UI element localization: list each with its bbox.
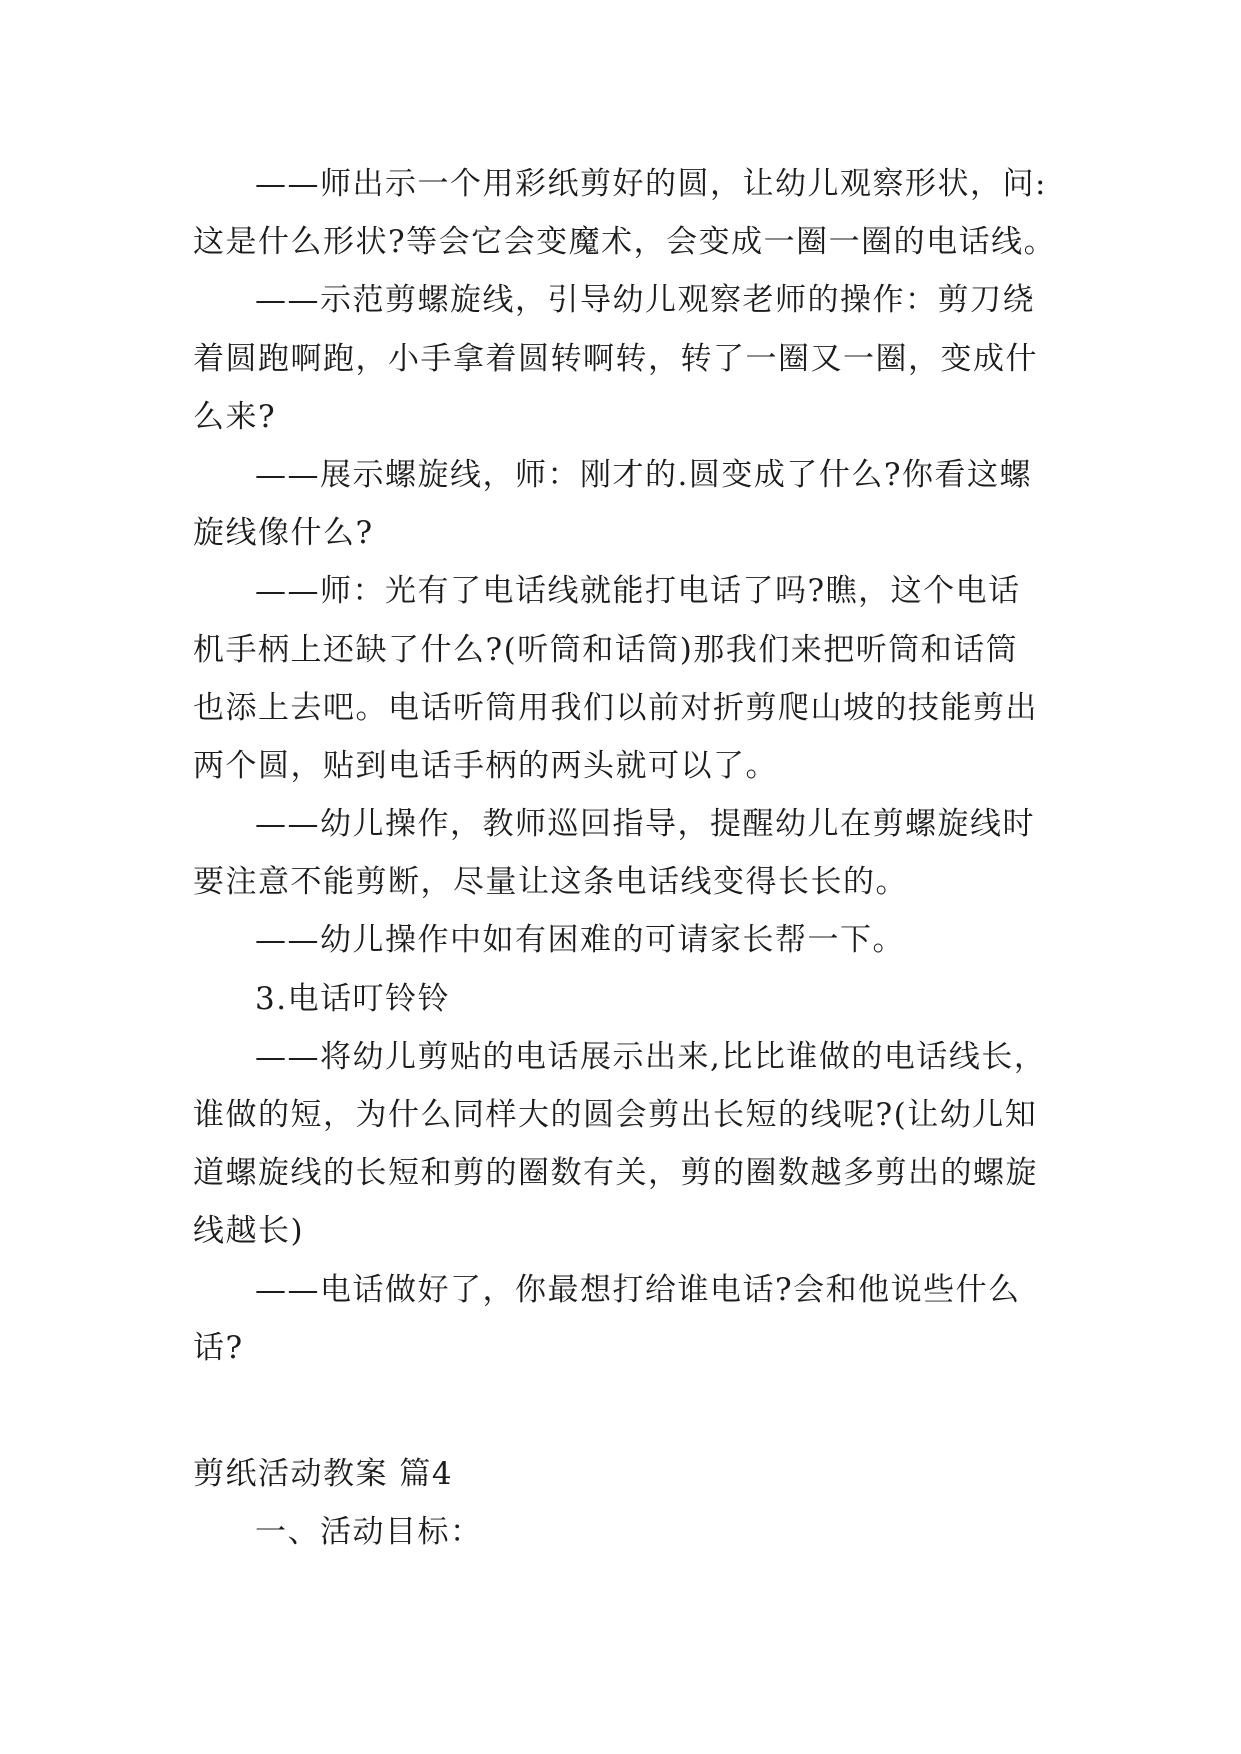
paragraph-line: 话? <box>193 1329 244 1366</box>
paragraph-line: 线越长) <box>193 1213 305 1250</box>
paragraph-line: ——展示螺旋线，师：刚才的.圆变成了什么?你看这螺 <box>255 456 1032 493</box>
paragraph-line: ——将幼儿剪贴的电话展示出来,比比谁做的电话线长， <box>255 1038 1047 1075</box>
paragraph-line: ——师出示一个用彩纸剪好的圆，让幼儿观察形状，问: <box>255 166 1047 202</box>
paragraph-line: ——师：光有了电话线就能打电话了吗?瞧，这个电话 <box>255 573 1021 610</box>
paragraph-line: 这是什么形状?等会它会变魔术，会变成一圈一圈的电话线。 <box>193 224 1057 261</box>
paragraph-line: ——幼儿操作，教师巡回指导，提醒幼儿在剪螺旋线时 <box>255 806 1035 843</box>
paragraph-line: ——幼儿操作中如有困难的可请家长帮一下。 <box>255 922 905 959</box>
step-heading: 3.电话叮铃铃 <box>255 980 451 1017</box>
document-body <box>193 155 1057 1561</box>
paragraph-line: 旋线像什么? <box>193 515 374 552</box>
paragraph-line: 要注意不能剪断，尽量让这条电话线变得长长的。 <box>193 864 908 901</box>
paragraph-line: 机手柄上还缺了什么?(听筒和话筒)那我们来把听筒和话筒 <box>193 631 1019 668</box>
paragraph-line: 两个圆，贴到电话手柄的两头就可以了。 <box>193 747 778 784</box>
paragraph-line: 也添上去吧。电话听筒用我们以前对折剪爬山坡的技能剪出 <box>193 689 1038 726</box>
paragraph-line: 么来? <box>193 398 277 435</box>
section-title: 剪纸活动教案 篇4 <box>193 1455 454 1492</box>
paragraph-line: ——电话做好了，你最想打给谁电话?会和他说些什么 <box>255 1271 1021 1308</box>
section-subheading: 一、活动目标： <box>255 1514 483 1551</box>
paragraph-line: 谁做的短，为什么同样大的圆会剪出长短的线呢?(让幼儿知 <box>193 1097 1038 1133</box>
paragraph-line: 道螺旋线的长短和剪的圈数有关，剪的圈数越多剪出的螺旋 <box>193 1155 1038 1192</box>
paragraph-line: 着圆跑啊跑，小手拿着圆转啊转，转了一圈又一圈，变成什 <box>193 340 1038 377</box>
paragraph-line: ——示范剪螺旋线，引导幼儿观察老师的操作：剪刀绕 <box>255 282 1035 319</box>
